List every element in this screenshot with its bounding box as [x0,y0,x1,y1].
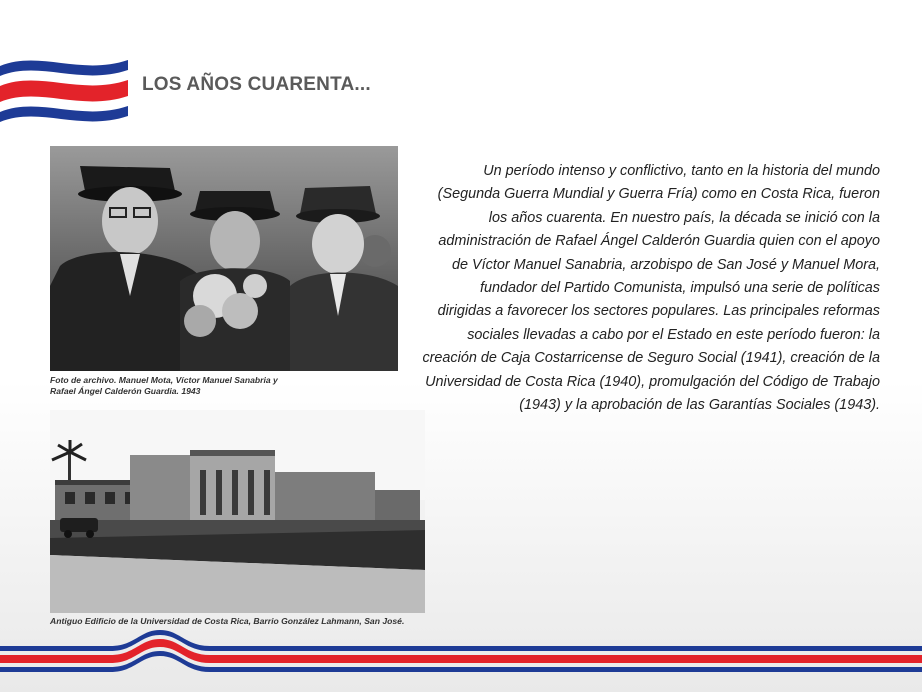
page-title: LOS AÑOS CUARENTA... [142,74,371,95]
body-paragraph [405,160,880,417]
archive-photo-building [50,410,425,613]
paragraph-line: Universidad de Costa Rica (1940), promulgación del Código de Trabajo [425,373,880,390]
photo-caption-men [50,375,350,397]
flag-ribbon-top [0,54,135,134]
archive-photo-men [50,146,398,371]
paragraph-line: dirigidas a favorecer los sectores populares. Las principales reformas [437,303,880,320]
photo-caption-building: Antiguo Edificio de la Universidad de Costa Rica, Barrio González Lahmann, San José. [50,616,405,626]
building-photo-illustration [50,410,425,613]
paragraph-line: (1943) y la aprobación de las Garantías Sociales (1943). [519,397,880,414]
men-photo-illustration [50,146,398,371]
paragraph-line: los años cuarenta. En nuestro país, la década se inició con la [488,209,880,226]
caption-line: Foto de archivo. Manuel Mota, Víctor Manuel Sanabria y [50,375,278,385]
paragraph-line: sociales llevadas a cabo por el Estado en este período fueron: la [467,326,880,343]
paragraph-line: (Segunda Guerra Mundial y Guerra Fría) como en Costa Rica, fueron [437,186,880,203]
flag-ribbon-bottom [0,628,922,678]
paragraph-line: fundador del Partido Comunista, impulsó una serie de políticas [480,280,880,297]
paragraph-line: creación de Caja Costarricense de Seguro Social (1941), creación de la [422,350,880,367]
caption-line: Rafael Ángel Calderón Guardia. 1943 [50,386,201,396]
paragraph-line: de Víctor Manuel Sanabria, arzobispo de San José y Manuel Mora, [452,256,880,273]
paragraph-line: Un período intenso y conflictivo, tanto en la historia del mundo [483,163,880,179]
paragraph-line: administración de Rafael Ángel Calderón Guardia quien con el apoyo [438,233,880,250]
